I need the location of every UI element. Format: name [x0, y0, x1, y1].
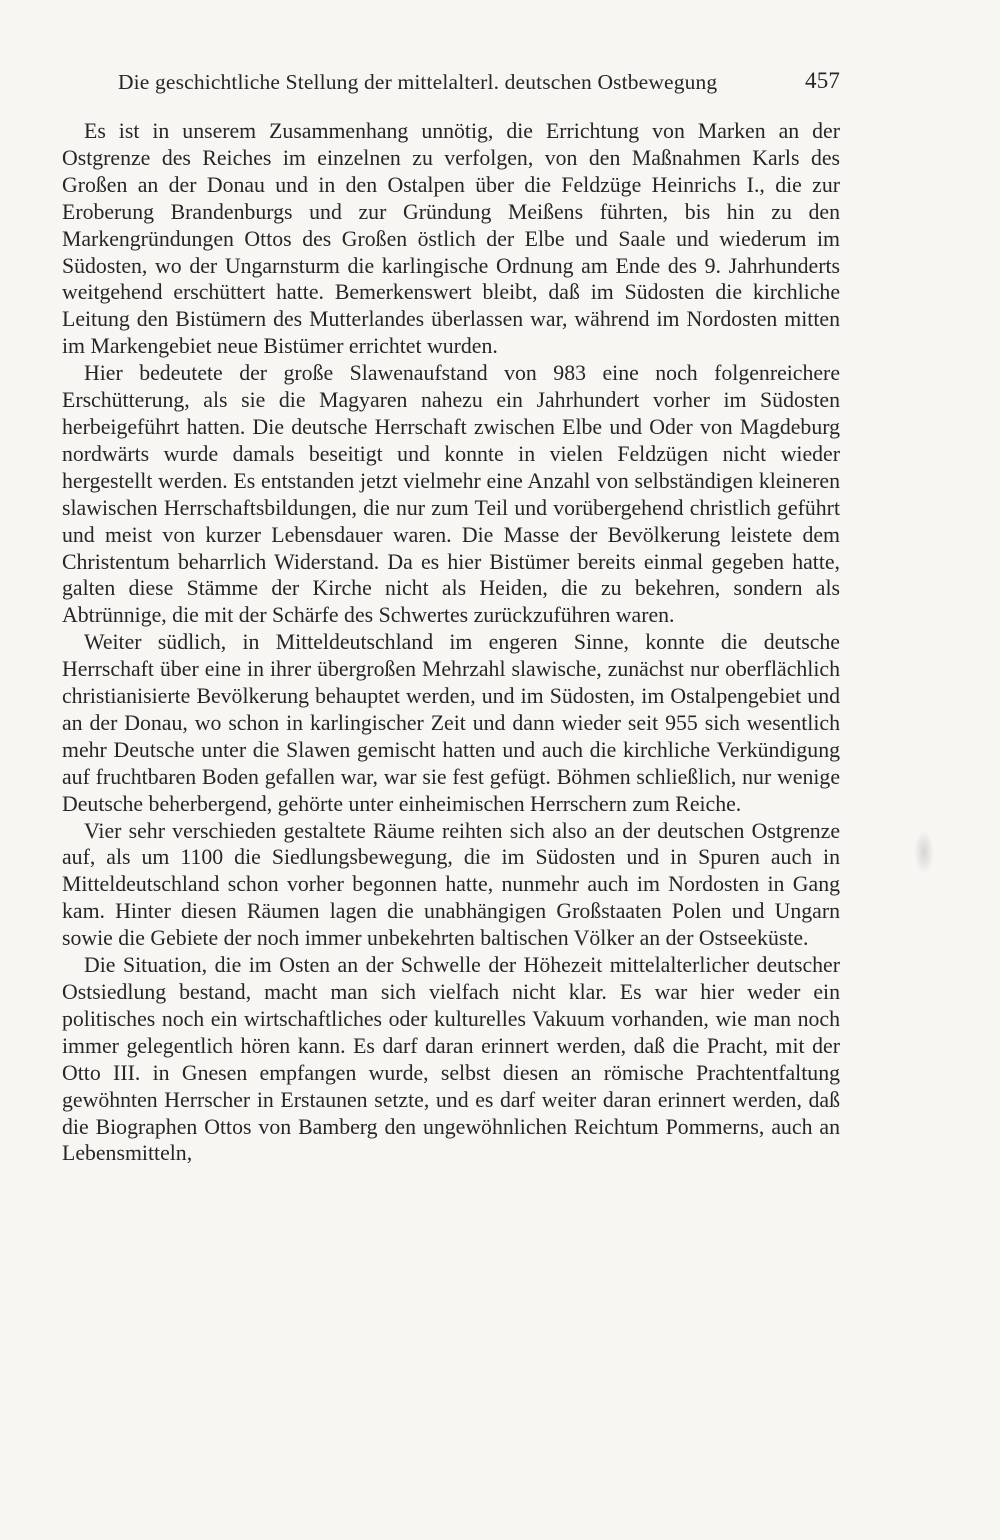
paragraph: Weiter südlich, in Mitteldeutschland im engeren Sinne, konnte die deutsche Herrschaft über eine in ihrer übergroßen Mehrzahl slawische, zunächst nur oberflächlich christianisierte Bevölkerung behauptet werden, und im Südosten, im Ostalpengebiet und an der Donau, wo schon in karlingischer Zeit und dann wieder seit 955 sich wesentlich mehr Deutsche unter die Slawen gemischt hatten und auch die kirchliche Verkündigung auf fruchtbaren Boden gefallen war, war sie fest gefügt. Böhmen schließlich, nur wenige Deutsche beherbergend, gehörte unter einheimischen Herrschern zum Reiche. [62, 630, 840, 816]
scan-smudge [914, 830, 934, 874]
paragraph: Die Situation, die im Osten an der Schwelle der Höhezeit mittelalterlicher deutscher Ostsiedlung bestand, macht man sich vielfach nicht klar. Es war hier weder ein politisches noch ein wirtschaftliches oder kulturelles Vakuum vorhanden, wie man noch immer gelegentlich hören kann. Es darf daran erinnert werden, daß die Pracht, mit der Otto III. in Gnesen empfangen wurde, selbst diesen an römische Prachtentfaltung gewöhnten Herrscher in Erstaunen setzte, und es darf weiter daran erinnert werden, daß die Biographen Ottos von Bamberg den ungewöhnlichen Reichtum Pommerns, auch an Lebensmitteln, [62, 953, 840, 1166]
running-title: Die geschichtliche Stellung der mittelalterl. deutschen Ostbewegung [118, 70, 718, 94]
body-text [62, 118, 840, 1167]
book-page [62, 64, 840, 1167]
paragraph: Vier sehr verschieden gestaltete Räume reihten sich also an der deutschen Ostgrenze auf, als um 1100 die Siedlungsbewegung, die im Südosten und in Spuren auch in Mitteldeutschland schon vorher begonnen hatte, nunmehr auch im Nordosten in Gang kam. Hinter diesen Räumen lagen die unabhängigen Großstaaten Polen und Ungarn sowie die Gebiete der noch immer unbekehrten baltischen Völker an der Ostseeküste. [62, 818, 840, 951]
paragraph: Es ist in unserem Zusammenhang unnötig, die Errichtung von Marken an der Ostgrenze des Reiches im einzelnen zu verfolgen, von den Maßnahmen Karls des Großen an der Donau und in den Ostalpen über die Feldzüge Heinrichs I., die zur Eroberung Brandenburgs und zur Gründung Meißens führten, bis hin zu den Markengründungen Ottos des Großen östlich der Elbe und Saale und wiederum im Südosten, wo der Ungarnsturm die karlingische Ordnung am Ende des 9. Jahrhunderts weitgehend erschüttert hatte. Bemerkenswert bleibt, daß im Südosten die kirchliche Leitung den Bistümern des Mutterlandes überlassen war, während im Nordosten mitten im Markengebiet neue Bistümer errichtet wurden. [62, 119, 840, 359]
paragraph: Hier bedeutete der große Slawenaufstand von 983 eine noch folgenreichere Erschütterung, als sie die Magyaren nahezu ein Jahrhundert vorher im Südosten herbeigeführt hatten. Die deutsche Herrschaft zwischen Elbe und Oder von Magdeburg nordwärts wurde damals beseitigt und konnte in vielen Feldzügen nicht wieder hergestellt werden. Es entstanden jetzt vielmehr eine Anzahl von selbständigen kleineren slawischen Herrschaftsbildungen, die nur zum Teil und vorübergehend christlich geführt und meist von kurzer Lebensdauer waren. Die Masse der Bevölkerung leistete dem Christentum beharrlich Widerstand. Da es hier Bistümer bereits einmal gegeben hatte, galten diese Stämme der Kirche nicht als Heiden, die zu bekehren, sondern als Abtrünnige, die mit der Schärfe des Schwertes zurückzuführen waren. [62, 361, 840, 628]
page-number: 457 [805, 68, 840, 93]
running-head [62, 64, 840, 104]
